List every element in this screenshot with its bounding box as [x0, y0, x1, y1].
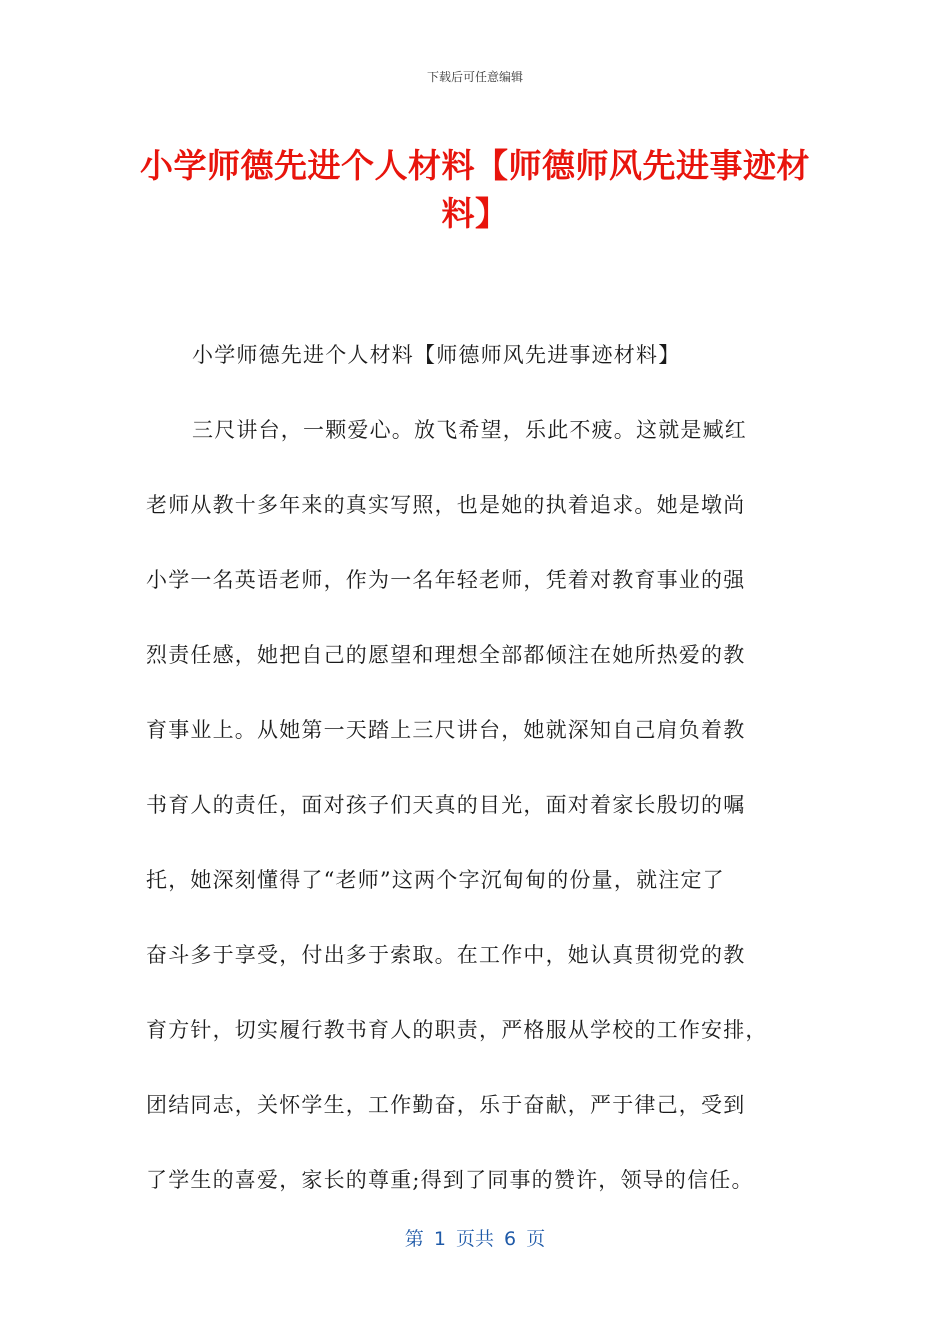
body-line: 小学一名英语老师，作为一名年轻老师，凭着对教育事业的强 [146, 568, 746, 592]
body-line: 团结同志，关怀学生，工作勤奋，乐于奋献，严于律己，受到 [146, 1093, 746, 1117]
body-line: 书育人的责任，面对孩子们天真的目光，面对着家长殷切的嘱 [146, 793, 746, 817]
document-title: 小学师德先进个人材料【师德师风先进事迹材料】 [140, 146, 810, 233]
header-note: 下载后可任意编辑 [426, 70, 523, 84]
page-label-suffix: 页 [526, 1228, 546, 1250]
body-line: 托，她深刻懂得了“老师”这两个字沉甸甸的份量，就注定了 [146, 868, 725, 892]
body-line: 老师从教十多年来的真实写照，也是她的执着追求。她是墩尚 [146, 493, 746, 517]
body-line: 奋斗多于享受，付出多于索取。在工作中，她认真贯彻党的教 [146, 943, 746, 967]
body-line: 烈责任感，她把自己的愿望和理想全部都倾注在她所热爱的教 [146, 643, 746, 667]
body-line: 了学生的喜爱，家长的尊重;得到了同事的赞许，领导的信任。 [146, 1168, 754, 1192]
page-label-prefix: 第 [404, 1228, 424, 1250]
page-label-middle: 页共 [455, 1228, 494, 1250]
body-line: 育事业上。从她第一天踏上三尺讲台，她就深知自己肩负着教 [146, 718, 746, 742]
current-page-number: 1 [433, 1228, 446, 1250]
total-pages-number: 6 [504, 1228, 517, 1250]
body-line: 育方针，切实履行教书育人的职责，严格服从学校的工作安排， [146, 1018, 768, 1042]
page-footer [0, 1224, 950, 1251]
body-line: 三尺讲台，一颗爱心。放飞希望，乐此不疲。这就是臧红 [192, 418, 747, 442]
document-body [146, 318, 806, 1218]
body-line: 小学师德先进个人材料【师德师风先进事迹材料】 [192, 343, 681, 367]
